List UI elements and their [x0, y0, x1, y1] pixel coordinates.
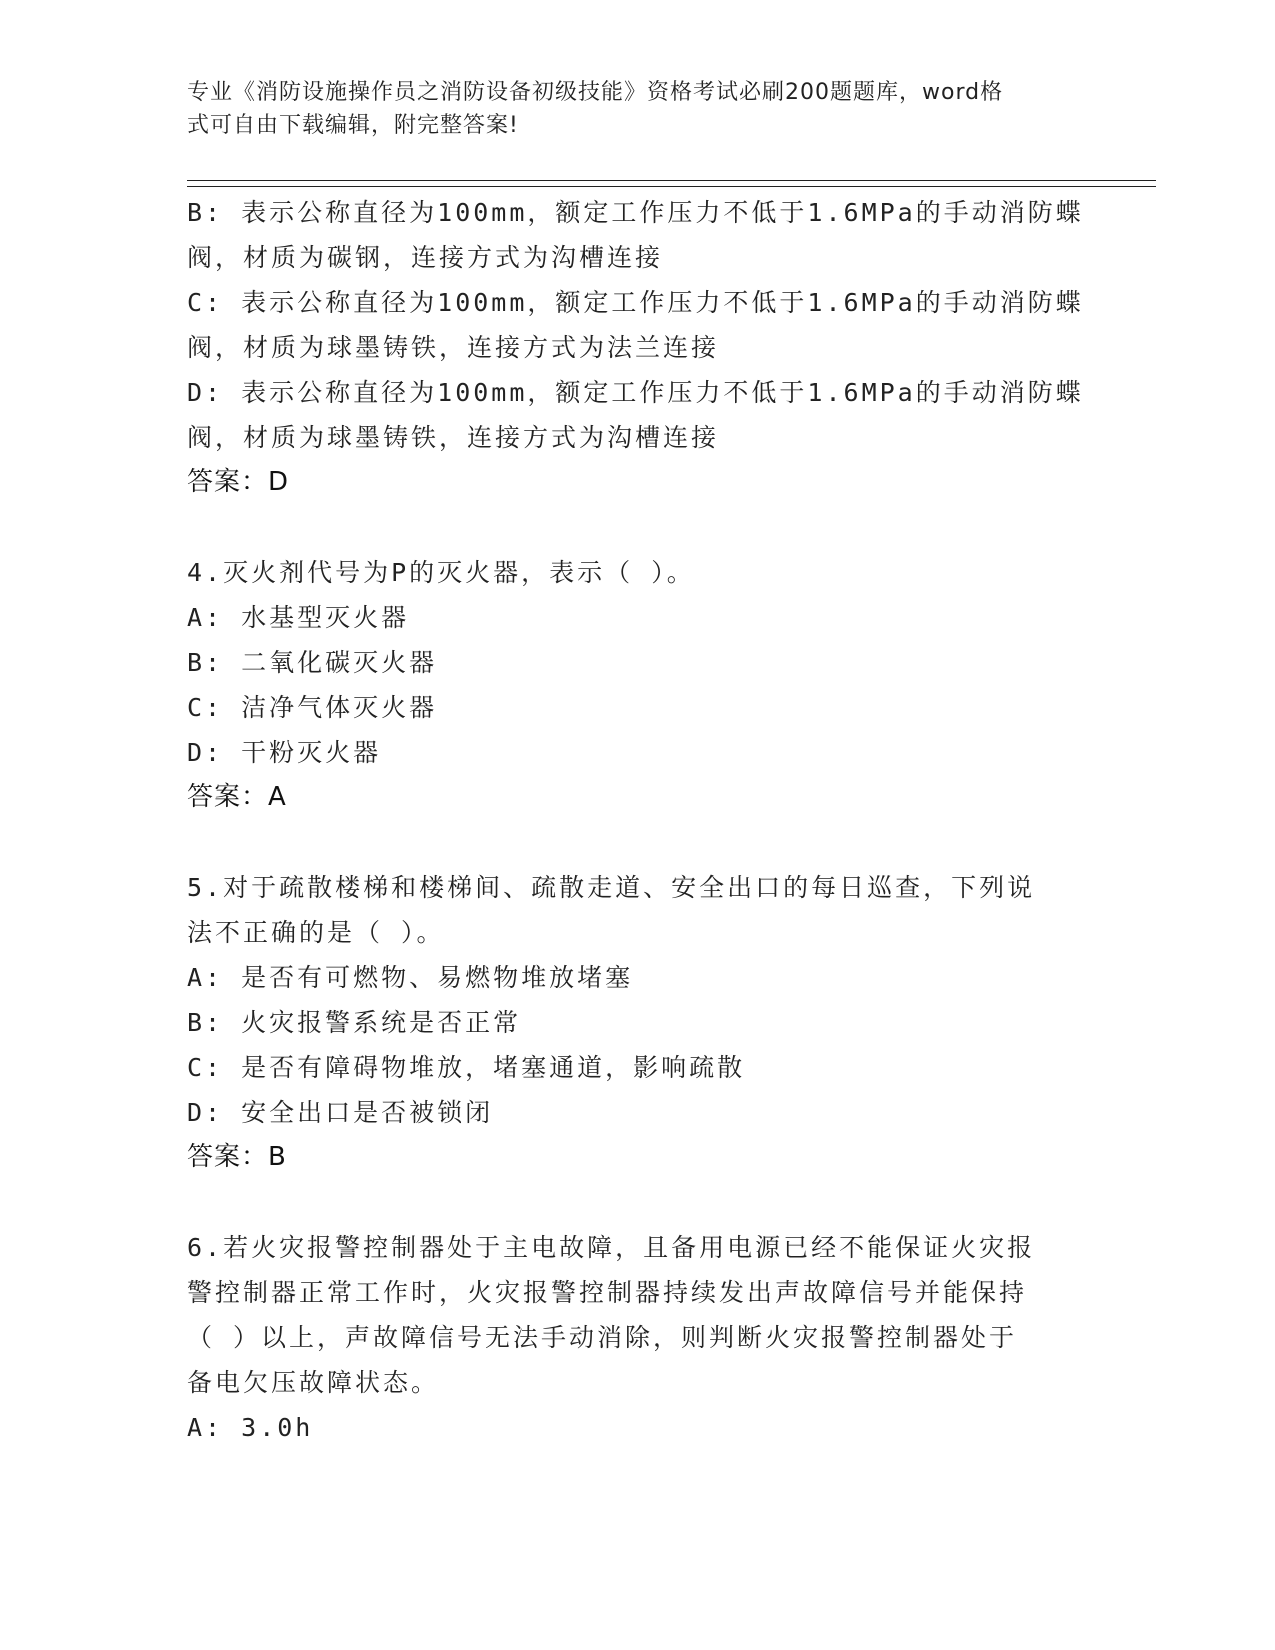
q5-answer: 答案：B — [187, 1142, 287, 1172]
q5-option-a: A: 是否有可燃物、易燃物堆放堵塞 — [187, 963, 634, 992]
q3-option-d-line-2: 阀，材质为球墨铸铁，连接方式为沟槽连接 — [187, 423, 720, 452]
q3-answer: 答案：D — [187, 467, 290, 497]
q3-option-b-line-2: 阀，材质为碳钢，连接方式为沟槽连接 — [187, 243, 664, 272]
header-line-1: 专业《消防设施操作员之消防设备初级技能》资格考试必刷200题题库，word格 — [187, 80, 1004, 105]
question-3 — [187, 190, 1087, 505]
q4-option-b: B: 二氧化碳灭火器 — [187, 648, 438, 677]
q4-option-d: D: 干粉灭火器 — [187, 738, 382, 767]
q4-option-c: C: 洁净气体灭火器 — [187, 693, 438, 722]
question-6 — [187, 1225, 1087, 1450]
q4-answer: 答案：A — [187, 782, 287, 812]
q6-stem-line-2: 警控制器正常工作时，火灾报警控制器持续发出声故障信号并能保持 — [187, 1278, 1028, 1307]
question-4 — [187, 550, 1087, 820]
q6-stem-line-4: 备电欠压故障状态。 — [187, 1368, 440, 1397]
spacer — [187, 1180, 1087, 1225]
q5-stem-line-1: 5.对于疏散楼梯和楼梯间、疏散走道、安全出口的每日巡查，下列说 — [187, 873, 1036, 902]
q4-option-a: A: 水基型灭火器 — [187, 603, 410, 632]
spacer — [187, 820, 1087, 865]
q6-option-a: A: 3.0h — [187, 1413, 314, 1442]
header-line-2: 式可自由下载编辑，附完整答案! — [187, 113, 519, 138]
header-divider-top — [187, 180, 1156, 181]
q3-option-b-line-1: B: 表示公称直径为100mm，额定工作压力不低于1.6MPa的手动消防蝶 — [187, 198, 1084, 227]
q5-option-d: D: 安全出口是否被锁闭 — [187, 1098, 494, 1127]
document-header — [187, 76, 1087, 142]
q5-option-c: C: 是否有障碍物堆放，堵塞通道，影响疏散 — [187, 1053, 746, 1082]
q3-option-c-line-2: 阀，材质为球墨铸铁，连接方式为法兰连接 — [187, 333, 720, 362]
q6-stem-line-1: 6.若火灾报警控制器处于主电故障，且备用电源已经不能保证火灾报 — [187, 1233, 1036, 1262]
q3-option-d-line-1: D: 表示公称直径为100mm，额定工作压力不低于1.6MPa的手动消防蝶 — [187, 378, 1084, 407]
spacer — [187, 505, 1087, 550]
q4-stem: 4.灭火剂代号为P的灭火器，表示（ ）。 — [187, 558, 695, 587]
q6-stem-line-3: （ ）以上，声故障信号无法手动消除，则判断火灾报警控制器处于 — [187, 1323, 1018, 1352]
question-5 — [187, 865, 1087, 1180]
document-body — [187, 190, 1087, 1450]
q3-option-c-line-1: C: 表示公称直径为100mm，额定工作压力不低于1.6MPa的手动消防蝶 — [187, 288, 1084, 317]
q5-stem-line-2: 法不正确的是（ ）。 — [187, 918, 445, 947]
q5-option-b: B: 火灾报警系统是否正常 — [187, 1008, 522, 1037]
header-divider-bottom — [187, 186, 1156, 187]
